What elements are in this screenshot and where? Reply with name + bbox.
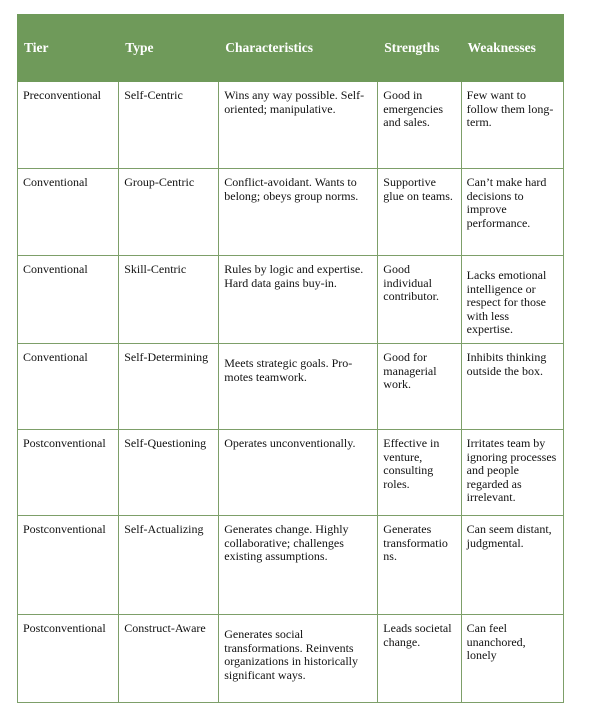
table-row	[18, 430, 564, 516]
cell-strengths: Good for managerial work.	[378, 344, 461, 430]
cell-strengths: Leads societal change.	[378, 615, 461, 703]
cell-weaknesses: Can seem distant, judgmental.	[461, 516, 563, 615]
table-row	[18, 82, 564, 169]
cell-weaknesses: Can’t make hard decisions to improve performance.	[461, 169, 563, 256]
cell-characteristics-text: Generates social transformations. Reinvents organizations in historically significant ways.	[224, 627, 359, 682]
table-row	[18, 256, 564, 344]
table-row	[18, 344, 564, 430]
header-weaknesses: Weaknesses	[461, 15, 563, 82]
cell-characteristics: Wins any way possible. Self-oriented; manipulative.	[219, 82, 378, 169]
cell-type: Self-Questioning	[119, 430, 219, 516]
leadership-table-container	[17, 14, 564, 703]
cell-strengths: Good individual contributor.	[378, 256, 461, 344]
cell-strengths: Effective in venture, consulting roles.	[378, 430, 461, 516]
cell-type: Group-Centric	[119, 169, 219, 256]
header-row	[18, 15, 564, 82]
cell-type: Skill-Centric	[119, 256, 219, 344]
cell-strengths: Supportive glue on teams.	[378, 169, 461, 256]
table-row	[18, 516, 564, 615]
cell-tier: Postconventional	[18, 516, 119, 615]
cell-weaknesses: Can feel unanchored, lonely	[461, 615, 563, 703]
header-strengths: Strengths	[378, 15, 461, 82]
cell-tier: Conventional	[18, 344, 119, 430]
cell-characteristics: Conflict-avoidant. Wants to belong; obeys group norms.	[219, 169, 378, 256]
header-type: Type	[119, 15, 219, 82]
cell-characteristics: Rules by logic and expertise. Hard data gains buy-in.	[219, 256, 378, 344]
cell-type: Self-Actualizing	[119, 516, 219, 615]
cell-tier: Preconventional	[18, 82, 119, 169]
cell-tier: Conventional	[18, 256, 119, 344]
cell-tier: Postconventional	[18, 430, 119, 516]
cell-type: Self-Determining	[119, 344, 219, 430]
cell-strengths: Generates transformatio ns.	[378, 516, 461, 615]
cell-characteristics: Generates change. Highly collaborative; challenges existing assumptions.	[219, 516, 378, 615]
header-tier: Tier	[18, 15, 119, 82]
cell-characteristics: Operates unconventionally.	[219, 430, 378, 516]
cell-characteristics	[219, 615, 378, 703]
leadership-table	[17, 14, 564, 703]
cell-weaknesses: Irritates team by ignoring processes and people regarded as irrelevant.	[461, 430, 563, 516]
cell-tier: Conventional	[18, 169, 119, 256]
cell-type: Construct-Aware	[119, 615, 219, 703]
table-row	[18, 615, 564, 703]
cell-strengths: Good in emergencies and sales.	[378, 82, 461, 169]
cell-weaknesses: Few want to follow them long-term.	[461, 82, 563, 169]
cell-type: Self-Centric	[119, 82, 219, 169]
cell-tier: Postconventional	[18, 615, 119, 703]
cell-weaknesses: Inhibits thinking outside the box.	[461, 344, 563, 430]
cell-weaknesses-text: Lacks emotional intelligence or respect for those with less expertise.	[466, 268, 547, 336]
table-row	[18, 169, 564, 256]
cell-characteristics	[219, 344, 378, 430]
cell-characteristics-text: Meets strategic goals. Pro-motes teamwork.	[224, 356, 353, 384]
header-characteristics: Characteristics	[219, 15, 378, 82]
cell-weaknesses	[461, 256, 563, 344]
